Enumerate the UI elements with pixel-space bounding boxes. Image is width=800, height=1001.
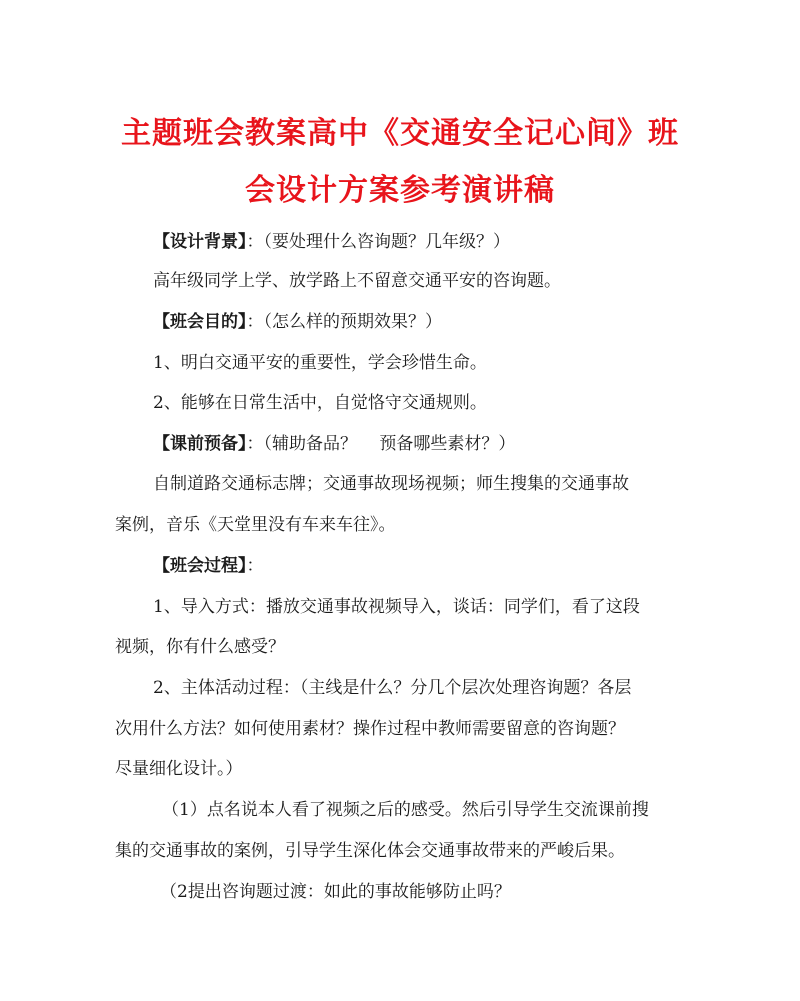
process-step-3-line-1: （1）点名说本人看了视频之后的感受。然后引导学生交流课前搜	[162, 800, 649, 820]
process-step-3-line-2: 集的交通事故的案例，引导学生深化体会交通事故带来的严峻后果。	[115, 841, 625, 861]
class-goal-label: 【班会目的】	[153, 312, 247, 332]
process-step-2-line-1: 2、主体活动过程：（主线是什么？分几个层次处理咨询题？各层	[153, 678, 632, 698]
preparation-sep: ：	[246, 434, 264, 454]
preparation-prompt: （辅助备品？ 预备哪些素材？）	[263, 434, 516, 454]
class-goal-item-1: 1、明白交通平安的重要性，学会珍惜生命。	[153, 353, 487, 373]
preparation-content-line-1: 自制道路交通标志牌；交通事故现场视频；师生搜集的交通事故	[153, 474, 629, 494]
process-step-2-line-2: 次用什么方法？如何使用素材？操作过程中教师需要留意的咨询题？	[115, 719, 625, 739]
class-goal-heading	[153, 310, 442, 334]
document-title-line-1: 主题班会教案高中《交通安全记心间》班	[121, 116, 679, 151]
design-background-content: 高年级同学上学、放学路上不留意交通平安的咨询题。	[153, 271, 561, 291]
class-goal-prompt: （怎么样的预期效果？）	[263, 312, 442, 332]
preparation-heading	[153, 432, 515, 456]
process-step-2-line-3: 尽量细化设计。）	[115, 759, 243, 779]
process-step-1-line-2: 视频，你有什么感受？	[115, 637, 285, 657]
design-background-sep: ：	[246, 232, 264, 252]
class-goal-item-2: 2、能够在日常生活中，自觉恪守交通规则。	[153, 393, 487, 413]
process-step-1-line-1: 1、导入方式：播放交通事故视频导入，谈话：同学们，看了这段	[153, 597, 640, 617]
design-background-prompt: （要处理什么咨询题？几年级？）	[263, 232, 510, 252]
design-background-heading	[153, 230, 510, 254]
design-background-label: 【设计背景】	[153, 232, 247, 252]
document-title-line-2: 会设计方案参考演讲稿	[245, 173, 555, 208]
process-label: 【班会过程】	[153, 556, 247, 576]
process-sep: ：	[246, 556, 264, 576]
preparation-content-line-2: 案例，音乐《天堂里没有车来车往》。	[115, 515, 396, 535]
process-heading	[153, 554, 264, 578]
class-goal-sep: ：	[246, 312, 264, 332]
process-step-4-line-1: （2提出咨询题过渡：如此的事故能够防止吗？	[160, 882, 511, 902]
preparation-label: 【课前预备】	[153, 434, 247, 454]
